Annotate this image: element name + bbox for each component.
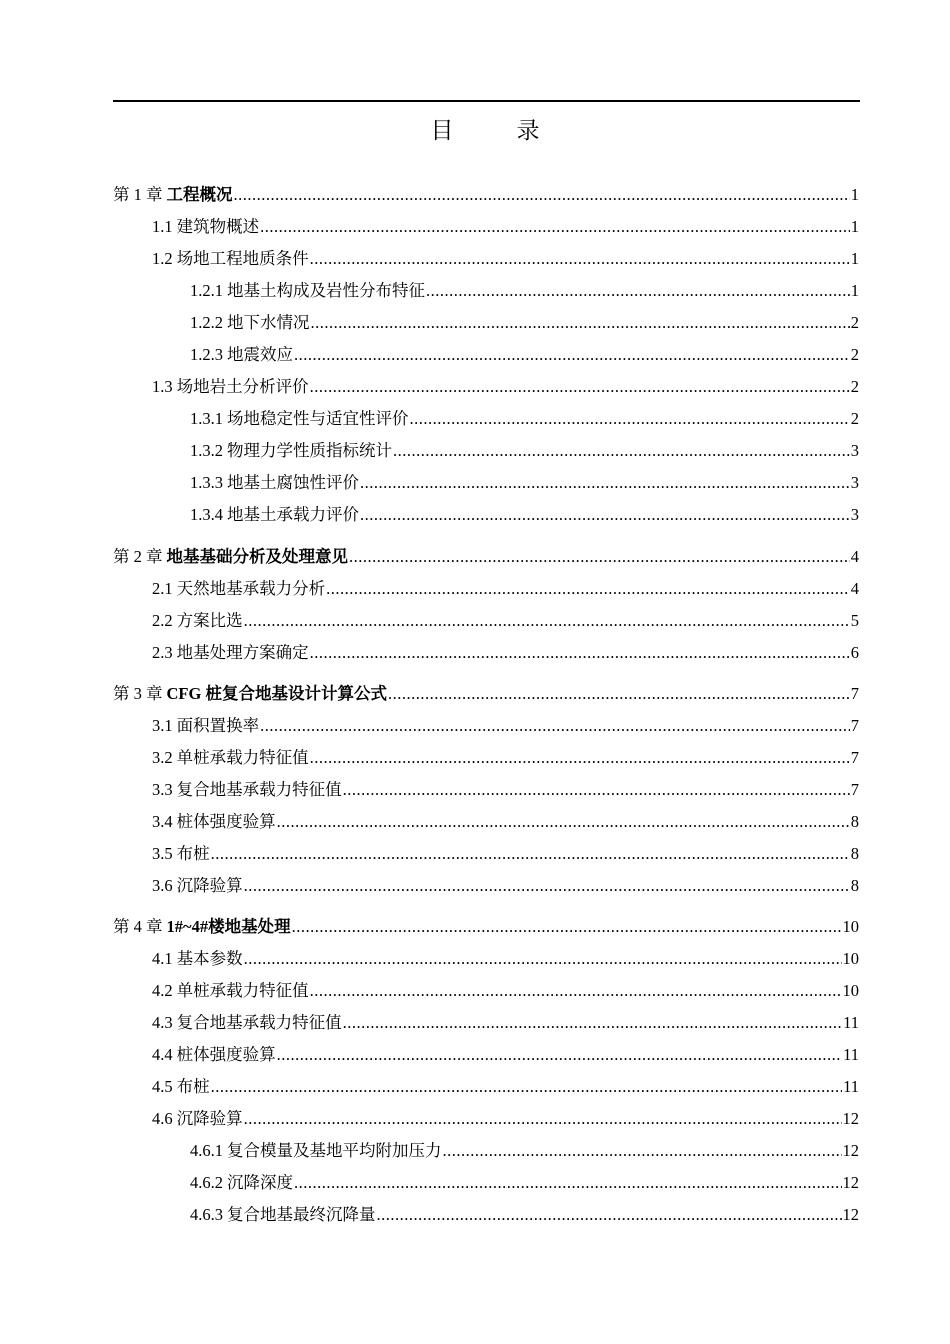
toc-entry-label bbox=[190, 343, 293, 367]
toc-entry-title: 复合地基最终沉降量 bbox=[227, 1205, 376, 1224]
toc-entry-number: 2.1 bbox=[152, 579, 173, 598]
toc-entry-label bbox=[152, 215, 259, 239]
toc-page-number: 12 bbox=[842, 1109, 859, 1128]
toc-dot-leader bbox=[343, 778, 850, 802]
toc-entry-title: 地基土构成及岩性分布特征 bbox=[227, 281, 425, 300]
toc-entry-label bbox=[152, 375, 309, 399]
toc-page-number: 1 bbox=[850, 281, 859, 300]
toc-entry[interactable] bbox=[152, 577, 859, 601]
toc-entry[interactable] bbox=[152, 1107, 859, 1131]
toc-entry[interactable] bbox=[152, 215, 859, 239]
toc-dot-leader bbox=[294, 1171, 842, 1195]
toc-dot-leader bbox=[310, 375, 850, 399]
toc-entry-label bbox=[152, 247, 309, 271]
toc-entry-title: 单桩承载力特征值 bbox=[176, 981, 309, 1000]
toc-entry-number: 第 1 章 bbox=[113, 185, 163, 204]
toc-entry[interactable] bbox=[190, 343, 859, 367]
toc-dot-leader bbox=[211, 842, 850, 866]
toc-entry-label bbox=[152, 810, 276, 834]
toc-entry[interactable] bbox=[152, 1075, 859, 1099]
toc-entry[interactable] bbox=[152, 714, 859, 738]
toc-dot-leader bbox=[360, 503, 850, 527]
toc-entry-number: 4.1 bbox=[152, 949, 173, 968]
toc-page-number: 10 bbox=[842, 949, 859, 968]
toc-entry[interactable] bbox=[190, 407, 859, 431]
toc-page-number: 3 bbox=[850, 505, 859, 524]
toc-dot-leader bbox=[244, 874, 850, 898]
toc-entry-label bbox=[152, 577, 325, 601]
toc-entry-number: 第 4 章 bbox=[113, 917, 163, 936]
toc-entry-number: 1.2.2 bbox=[190, 313, 223, 332]
toc-entry-label bbox=[190, 407, 409, 431]
toc-dot-leader bbox=[360, 471, 850, 495]
toc-entry[interactable] bbox=[152, 375, 859, 399]
toc-entry-title: 场地工程地质条件 bbox=[176, 249, 309, 268]
toc-entry-number: 3.4 bbox=[152, 812, 173, 831]
toc-dot-leader bbox=[277, 810, 850, 834]
toc-entry-number: 3.2 bbox=[152, 748, 173, 767]
toc-entry-title: 建筑物概述 bbox=[176, 217, 260, 236]
toc-page-number: 11 bbox=[843, 1045, 859, 1064]
toc-entry[interactable] bbox=[152, 810, 859, 834]
toc-entry-title: 单桩承载力特征值 bbox=[176, 748, 309, 767]
toc-dot-leader bbox=[234, 183, 850, 207]
toc-page-number: 6 bbox=[850, 643, 859, 662]
toc-entry-label bbox=[113, 545, 348, 569]
toc-entry-title: 基本参数 bbox=[176, 949, 243, 968]
toc-page-number: 5 bbox=[850, 611, 859, 630]
toc-entry[interactable] bbox=[152, 609, 859, 633]
toc-page-number: 11 bbox=[843, 1013, 859, 1032]
toc-entry[interactable] bbox=[190, 439, 859, 463]
toc-page-number: 10 bbox=[842, 981, 859, 1000]
toc-page-number: 12 bbox=[842, 1173, 859, 1192]
toc-entry-number: 1.1 bbox=[152, 217, 173, 236]
toc-page-number: 7 bbox=[850, 748, 859, 767]
toc-entry-label bbox=[152, 641, 309, 665]
toc-dot-leader bbox=[388, 682, 850, 706]
page-title: 目 录 bbox=[430, 118, 560, 144]
toc-entry-number: 1.3.1 bbox=[190, 409, 223, 428]
toc-entry-number: 4.5 bbox=[152, 1077, 173, 1096]
toc-dot-leader bbox=[244, 1107, 842, 1131]
toc-dot-leader bbox=[310, 247, 850, 271]
toc-entry[interactable] bbox=[152, 874, 859, 898]
toc-entry-title: CFG 桩复合地基设计计算公式 bbox=[166, 684, 387, 703]
toc-page-number: 1 bbox=[850, 217, 859, 236]
toc-dot-leader bbox=[343, 1011, 842, 1035]
toc-entry-number: 1.2 bbox=[152, 249, 173, 268]
toc-entry-number: 1.2.1 bbox=[190, 281, 223, 300]
toc-dot-leader bbox=[277, 1043, 842, 1067]
toc-entry-title: 天然地基承载力分析 bbox=[176, 579, 326, 598]
toc-page-number: 7 bbox=[850, 684, 859, 703]
toc-entry-number: 4.6.2 bbox=[190, 1173, 223, 1192]
toc-entry-number: 1.3.4 bbox=[190, 505, 223, 524]
toc-entry[interactable] bbox=[113, 915, 859, 939]
toc-entry-label bbox=[152, 1075, 210, 1099]
toc-dot-leader bbox=[260, 714, 850, 738]
toc-entry-title: 地基处理方案确定 bbox=[176, 643, 309, 662]
toc-entry-number: 4.3 bbox=[152, 1013, 173, 1032]
toc-entry-number: 4.6.1 bbox=[190, 1141, 223, 1160]
toc-entry-title: 复合模量及基地平均附加压力 bbox=[227, 1141, 442, 1160]
toc-entry[interactable] bbox=[113, 183, 859, 207]
toc-entry-label bbox=[190, 1203, 376, 1227]
toc-page-number: 1 bbox=[850, 249, 859, 268]
toc-entry[interactable] bbox=[190, 279, 859, 303]
toc-dot-leader bbox=[349, 545, 850, 569]
toc-entry-number: 2.3 bbox=[152, 643, 173, 662]
toc-entry[interactable] bbox=[152, 778, 859, 802]
toc-entry[interactable] bbox=[152, 842, 859, 866]
toc-entry-title: 场地稳定性与适宜性评价 bbox=[227, 409, 409, 428]
toc-entry-label bbox=[152, 1011, 342, 1035]
toc-dot-leader bbox=[326, 577, 850, 601]
toc-entry-number: 2.2 bbox=[152, 611, 173, 630]
toc-dot-leader bbox=[244, 947, 842, 971]
toc-page-number: 12 bbox=[842, 1141, 859, 1160]
toc-entry-number: 3.5 bbox=[152, 844, 173, 863]
toc-entry-title: 面积置换率 bbox=[176, 716, 260, 735]
toc-entry-title: 布桩 bbox=[176, 844, 210, 863]
toc-entry-number: 4.2 bbox=[152, 981, 173, 1000]
toc-entry-title: 地基基础分析及处理意见 bbox=[166, 547, 348, 566]
toc-dot-leader bbox=[211, 1075, 842, 1099]
toc-dot-leader bbox=[244, 609, 850, 633]
toc-entry-label bbox=[113, 915, 291, 939]
toc-entry-number: 第 2 章 bbox=[113, 547, 163, 566]
toc-entry-number: 1.3.2 bbox=[190, 441, 223, 460]
toc-entry[interactable] bbox=[152, 746, 859, 770]
toc-page-number: 7 bbox=[850, 716, 859, 735]
toc-entry-title: 方案比选 bbox=[176, 611, 243, 630]
toc-page-number: 11 bbox=[843, 1077, 859, 1096]
toc-entry-number: 4.6 bbox=[152, 1109, 173, 1128]
toc-entry[interactable] bbox=[190, 1203, 859, 1227]
toc-page-number: 4 bbox=[850, 579, 859, 598]
toc-entry-label bbox=[152, 746, 309, 770]
toc-dot-leader bbox=[410, 407, 850, 431]
toc-entry-number: 4.4 bbox=[152, 1045, 173, 1064]
toc-entry-label bbox=[190, 439, 392, 463]
toc-entry[interactable] bbox=[190, 1171, 859, 1195]
toc-entry[interactable] bbox=[190, 1139, 859, 1163]
toc-entry-label bbox=[190, 503, 359, 527]
toc-entry-label bbox=[152, 609, 243, 633]
toc-entry-number: 3.6 bbox=[152, 876, 173, 895]
toc-entry-number: 4.6.3 bbox=[190, 1205, 223, 1224]
toc-entry-title: 复合地基承载力特征值 bbox=[176, 1013, 342, 1032]
toc-dot-leader bbox=[294, 343, 850, 367]
toc-dot-leader bbox=[393, 439, 850, 463]
toc-entry-title: 物理力学性质指标统计 bbox=[227, 441, 392, 460]
toc-entry-title: 地震效应 bbox=[227, 345, 293, 364]
toc-entry-title: 复合地基承载力特征值 bbox=[176, 780, 342, 799]
toc-entry-number: 第 3 章 bbox=[113, 684, 163, 703]
toc-entry-title: 桩体强度验算 bbox=[176, 1045, 276, 1064]
toc-entry-label bbox=[190, 1171, 293, 1195]
toc-dot-leader bbox=[426, 279, 850, 303]
toc-entry-title: 沉降验算 bbox=[176, 876, 243, 895]
toc-entry-label bbox=[152, 842, 210, 866]
toc-page-number: 3 bbox=[850, 441, 859, 460]
toc-entry-label bbox=[152, 1043, 276, 1067]
toc-entry[interactable] bbox=[113, 682, 859, 706]
toc-dot-leader bbox=[377, 1203, 842, 1227]
toc-dot-leader bbox=[311, 311, 850, 335]
toc-entry-label bbox=[152, 947, 243, 971]
toc-entry-title: 1#~4#楼地基处理 bbox=[166, 917, 291, 936]
toc-page-number: 12 bbox=[842, 1205, 859, 1224]
toc-entry-title: 工程概况 bbox=[166, 185, 233, 204]
toc-entry-title: 地基土承载力评价 bbox=[227, 505, 359, 524]
toc-entry-title: 沉降验算 bbox=[176, 1109, 243, 1128]
toc-entry[interactable] bbox=[152, 947, 859, 971]
toc-entry-label bbox=[152, 778, 342, 802]
header-rule bbox=[113, 100, 860, 102]
toc-entry-label bbox=[152, 979, 309, 1003]
toc-entry-label bbox=[152, 874, 243, 898]
toc-dot-leader bbox=[310, 746, 850, 770]
toc-page-number: 7 bbox=[850, 780, 859, 799]
toc-entry-number: 3.1 bbox=[152, 716, 173, 735]
toc-entry-label bbox=[113, 183, 233, 207]
toc-entry-label bbox=[190, 471, 359, 495]
toc-entry-number: 1.3 bbox=[152, 377, 173, 396]
toc-entry-number: 1.2.3 bbox=[190, 345, 223, 364]
toc-entry[interactable] bbox=[152, 247, 859, 271]
toc-entry[interactable] bbox=[113, 545, 859, 569]
toc-entry-number: 1.3.3 bbox=[190, 473, 223, 492]
toc-entry-label bbox=[190, 279, 425, 303]
toc-entry-title: 场地岩土分析评价 bbox=[176, 377, 309, 396]
toc-page-number: 2 bbox=[850, 345, 859, 364]
toc-dot-leader bbox=[292, 915, 842, 939]
toc-entry[interactable] bbox=[190, 503, 859, 527]
toc-page-number: 8 bbox=[850, 876, 859, 895]
toc-page-number: 4 bbox=[850, 547, 859, 566]
toc-entry-number: 3.3 bbox=[152, 780, 173, 799]
toc-page-number: 1 bbox=[850, 185, 859, 204]
toc-entry-title: 地基土腐蚀性评价 bbox=[227, 473, 359, 492]
toc-page-number: 2 bbox=[850, 409, 859, 428]
toc-page-number: 10 bbox=[842, 917, 859, 936]
toc-page-number: 8 bbox=[850, 812, 859, 831]
toc-entry-label bbox=[152, 1107, 243, 1131]
toc-entry-label bbox=[190, 1139, 442, 1163]
toc-page-number: 2 bbox=[850, 313, 859, 332]
toc-entry[interactable] bbox=[190, 471, 859, 495]
toc-entry[interactable] bbox=[190, 311, 859, 335]
toc-page-number: 3 bbox=[850, 473, 859, 492]
toc-entry[interactable] bbox=[152, 1011, 859, 1035]
toc-entry-title: 沉降深度 bbox=[227, 1173, 293, 1192]
toc-entry-label bbox=[152, 714, 259, 738]
toc-page-number: 8 bbox=[850, 844, 859, 863]
toc-entry[interactable] bbox=[152, 1043, 859, 1067]
toc-entry-title: 桩体强度验算 bbox=[176, 812, 276, 831]
toc-entry-title: 布桩 bbox=[176, 1077, 210, 1096]
toc-dot-leader bbox=[310, 641, 850, 665]
toc-page-number: 2 bbox=[850, 377, 859, 396]
toc-entry[interactable] bbox=[152, 641, 859, 665]
toc-entry-label bbox=[190, 311, 310, 335]
toc-dot-leader bbox=[260, 215, 850, 239]
toc-dot-leader bbox=[443, 1139, 842, 1163]
toc-dot-leader bbox=[310, 979, 842, 1003]
toc-entry[interactable] bbox=[152, 979, 859, 1003]
toc-entry-title: 地下水情况 bbox=[227, 313, 310, 332]
toc-entry-label bbox=[113, 682, 387, 706]
